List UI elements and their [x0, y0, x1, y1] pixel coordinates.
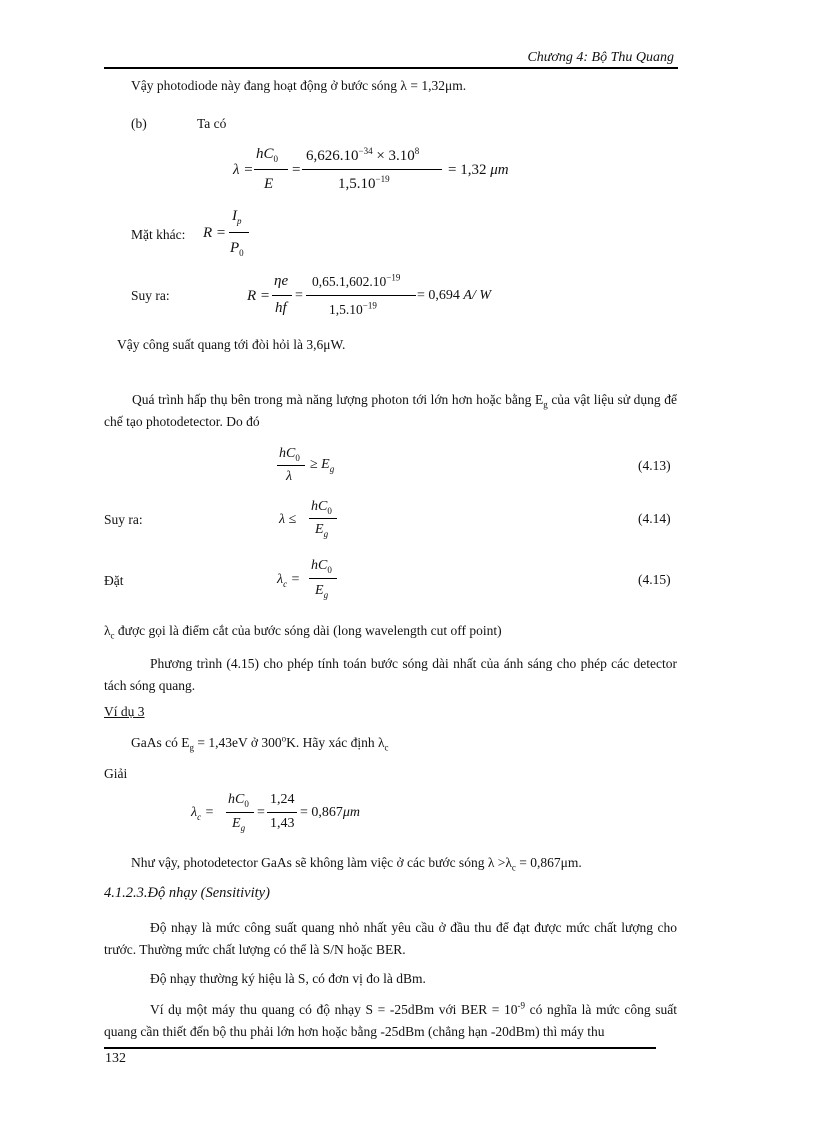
example-heading: Ví dụ 3 [104, 704, 145, 719]
paragraph: Độ nhạy thường ký hiệu là S, có đơn vị đo là dBm. [150, 971, 426, 986]
text-line: Suy ra: [104, 512, 143, 527]
equation-number: (4.14) [638, 511, 671, 526]
text-line: Giải [104, 766, 128, 781]
page-number: 132 [105, 1051, 126, 1066]
header-rule [104, 67, 678, 69]
fraction-bar [306, 295, 416, 296]
fraction-bar [267, 812, 297, 813]
fraction-bar [309, 578, 337, 579]
fraction-bar [226, 812, 254, 813]
text-line: Suy ra: [131, 288, 170, 303]
paragraph: Độ nhạy là mức công suất quang nhỏ nhất yêu cầu ở đầu thu để đạt được mức chất lượng cho trước. Thường mức chất lượng có thể là S/N hoặc BER. [104, 920, 677, 957]
equation-number: (4.15) [638, 572, 671, 587]
fraction-bar [272, 295, 292, 296]
footer-rule [104, 1047, 656, 1049]
text-line: Mặt khác: [131, 227, 186, 242]
fraction-bar [302, 169, 442, 170]
paragraph: Phương trình (4.15) cho phép tính toán bước sóng dài nhất của ánh sáng cho phép các detector tách sóng quang. [104, 656, 677, 693]
text-line: Như vậy, photodetector GaAs sẽ không làm việc ở các bước sóng $\lambda >\lambda_c = 0,867\mu m$. [131, 855, 582, 873]
text-line: Đặt [104, 573, 124, 588]
text-line: GaAs có $E_g = 1,43eV$ ở 300$^o$K. Hãy xác định $\lambda_c$ [131, 733, 389, 753]
section-heading: 4.1.2.3.Độ nhạy (Sensitivity) [104, 885, 270, 901]
text-line: Ta có [197, 116, 227, 131]
text-line: Vậy photodiode này đang hoạt động ở bước sóng λ = 1,32μm. [131, 78, 467, 93]
fraction-bar [254, 169, 288, 170]
paragraph: Quá trình hấp thụ bên trong mà năng lượng photon tới lớn hơn hoặc bằng $E_g$ của vật liệu sử dụng để chế tạo photodetector. Do đó [104, 392, 677, 429]
chapter-header: Chương 4: Bộ Thu Quang [527, 50, 674, 65]
equation-number: (4.13) [638, 458, 671, 473]
fraction-bar [277, 465, 305, 466]
fraction-bar [309, 518, 337, 519]
text-line: Vậy công suất quang tới đòi hỏi là 3,6μW. [117, 337, 346, 352]
fraction-bar [229, 232, 249, 233]
text-line: $\lambda_c$ được gọi là điểm cắt của bước sóng dài (long wavelength cut off point) [104, 623, 502, 641]
item-label: (b) [131, 116, 147, 131]
paragraph: Ví dụ một máy thu quang có độ nhạy S = -25dBm với BER = $10^{-9}$ có nghĩa là mức công suất quang cần thiết đến bộ thu phải lớn hơn hoặc bằng -25dBm (chẳng hạn -20dBm) thì máy thu [104, 1000, 677, 1039]
